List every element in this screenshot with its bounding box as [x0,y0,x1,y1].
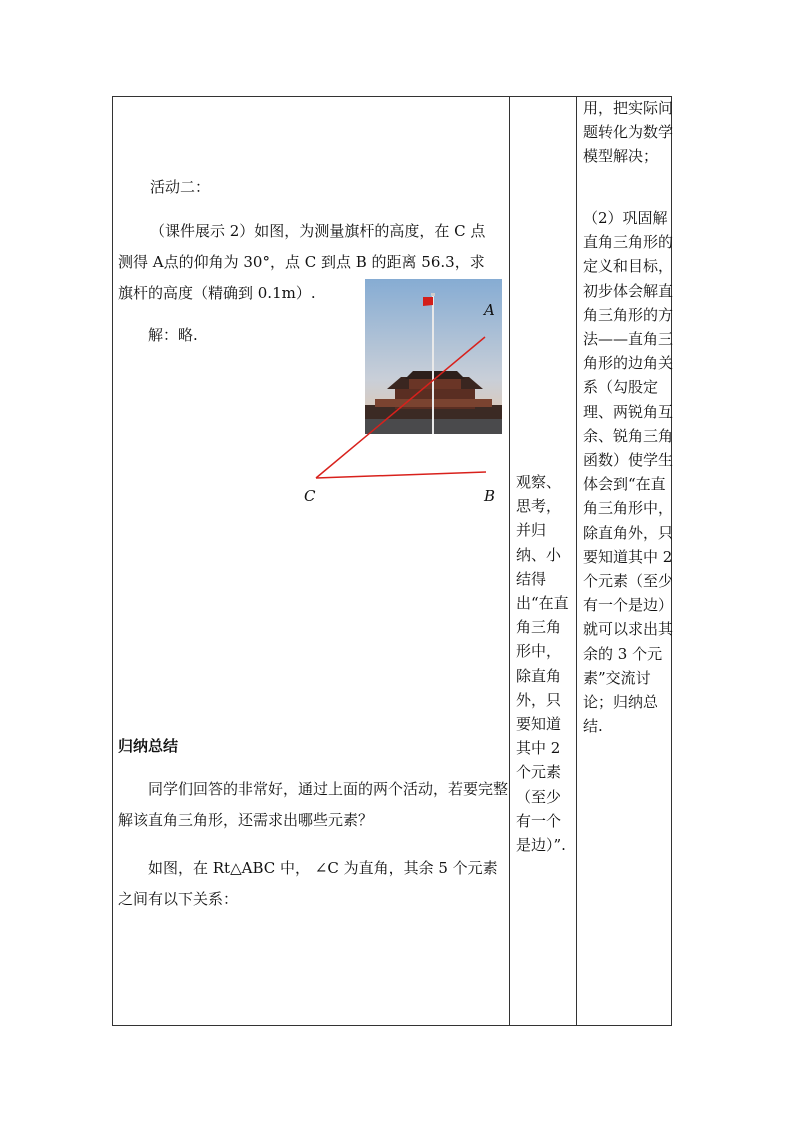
label-c: C [304,487,316,505]
label-a: A [484,301,495,319]
base-line [316,472,486,478]
problem-line-2: 测得 A点的仰角为 30°，点 C 到点 B 的距离 56.3，求 [118,253,485,271]
problem-line-3: 旗杆的高度（精确到 0.1m）. [118,284,316,302]
design-intent-text: （2）巩固解直角三角形的定义和目标，初步体会解直角三角形的方法——直角三角形的边角关系（勾股定理、两锐角互余、锐角三角函数）使学生体会到“在直角三角形中，除直角外，只要知道其中 2 个元素（至少有一个是边）就可以求出其余的 3 个元素”交流讨论；归纳总结. [583,209,674,736]
design-intent-top: 用，把实际问题转化为数学模型解决； [583,99,674,166]
label-b: B [484,487,496,505]
solution-text: 解：略. [148,326,198,344]
hypotenuse-line [316,337,485,478]
activity-title: 活动二： [150,178,211,196]
summary-paragraph-2: 如图，在 Rt△ABC 中， ∠C 为直角，其余 5 个元素之间有以下关系： [118,859,498,908]
summary-paragraph-1: 同学们回答的非常好，通过上面的两个活动，若要完整解该直角三角形，还需求出哪些元素？ [118,780,509,829]
summary-heading: 归纳总结 [118,737,179,755]
problem-line-1: （课件展示 2）如图，为测量旗杆的高度，在 C 点 [150,222,486,240]
student-activity-text: 观察、思考，并归纳、小结得出“在直角三角形中，除直角外，只要知道其中 2 个元素（至少有一个是边）”. [516,473,569,855]
